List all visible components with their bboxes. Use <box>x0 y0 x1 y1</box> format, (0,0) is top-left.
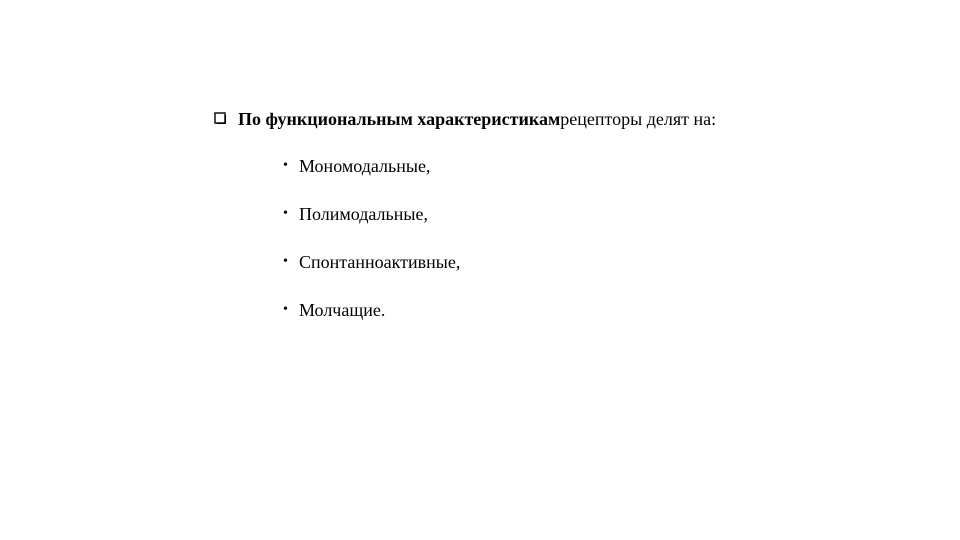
heading-rest-text: рецепторы делят на: <box>560 109 717 129</box>
list-item-label: Полимодальные, <box>299 204 428 224</box>
heading <box>214 107 716 131</box>
list-item <box>283 250 460 274</box>
heading-bold-text: По функциональным характеристикам <box>238 109 561 129</box>
list-item-label: Спонтанноактивные, <box>299 252 461 272</box>
list-item <box>283 298 460 322</box>
bullet-icon: • <box>283 158 288 173</box>
bullet-icon: • <box>283 206 288 221</box>
list-item <box>283 202 460 226</box>
receptor-type-list <box>283 154 460 346</box>
checkbox-icon <box>214 112 226 124</box>
bullet-icon: • <box>283 254 288 269</box>
list-item-label: Молчащие. <box>299 300 386 320</box>
list-item-label: Мономодальные, <box>299 156 431 176</box>
list-item <box>283 154 460 178</box>
bullet-icon: • <box>283 302 288 317</box>
